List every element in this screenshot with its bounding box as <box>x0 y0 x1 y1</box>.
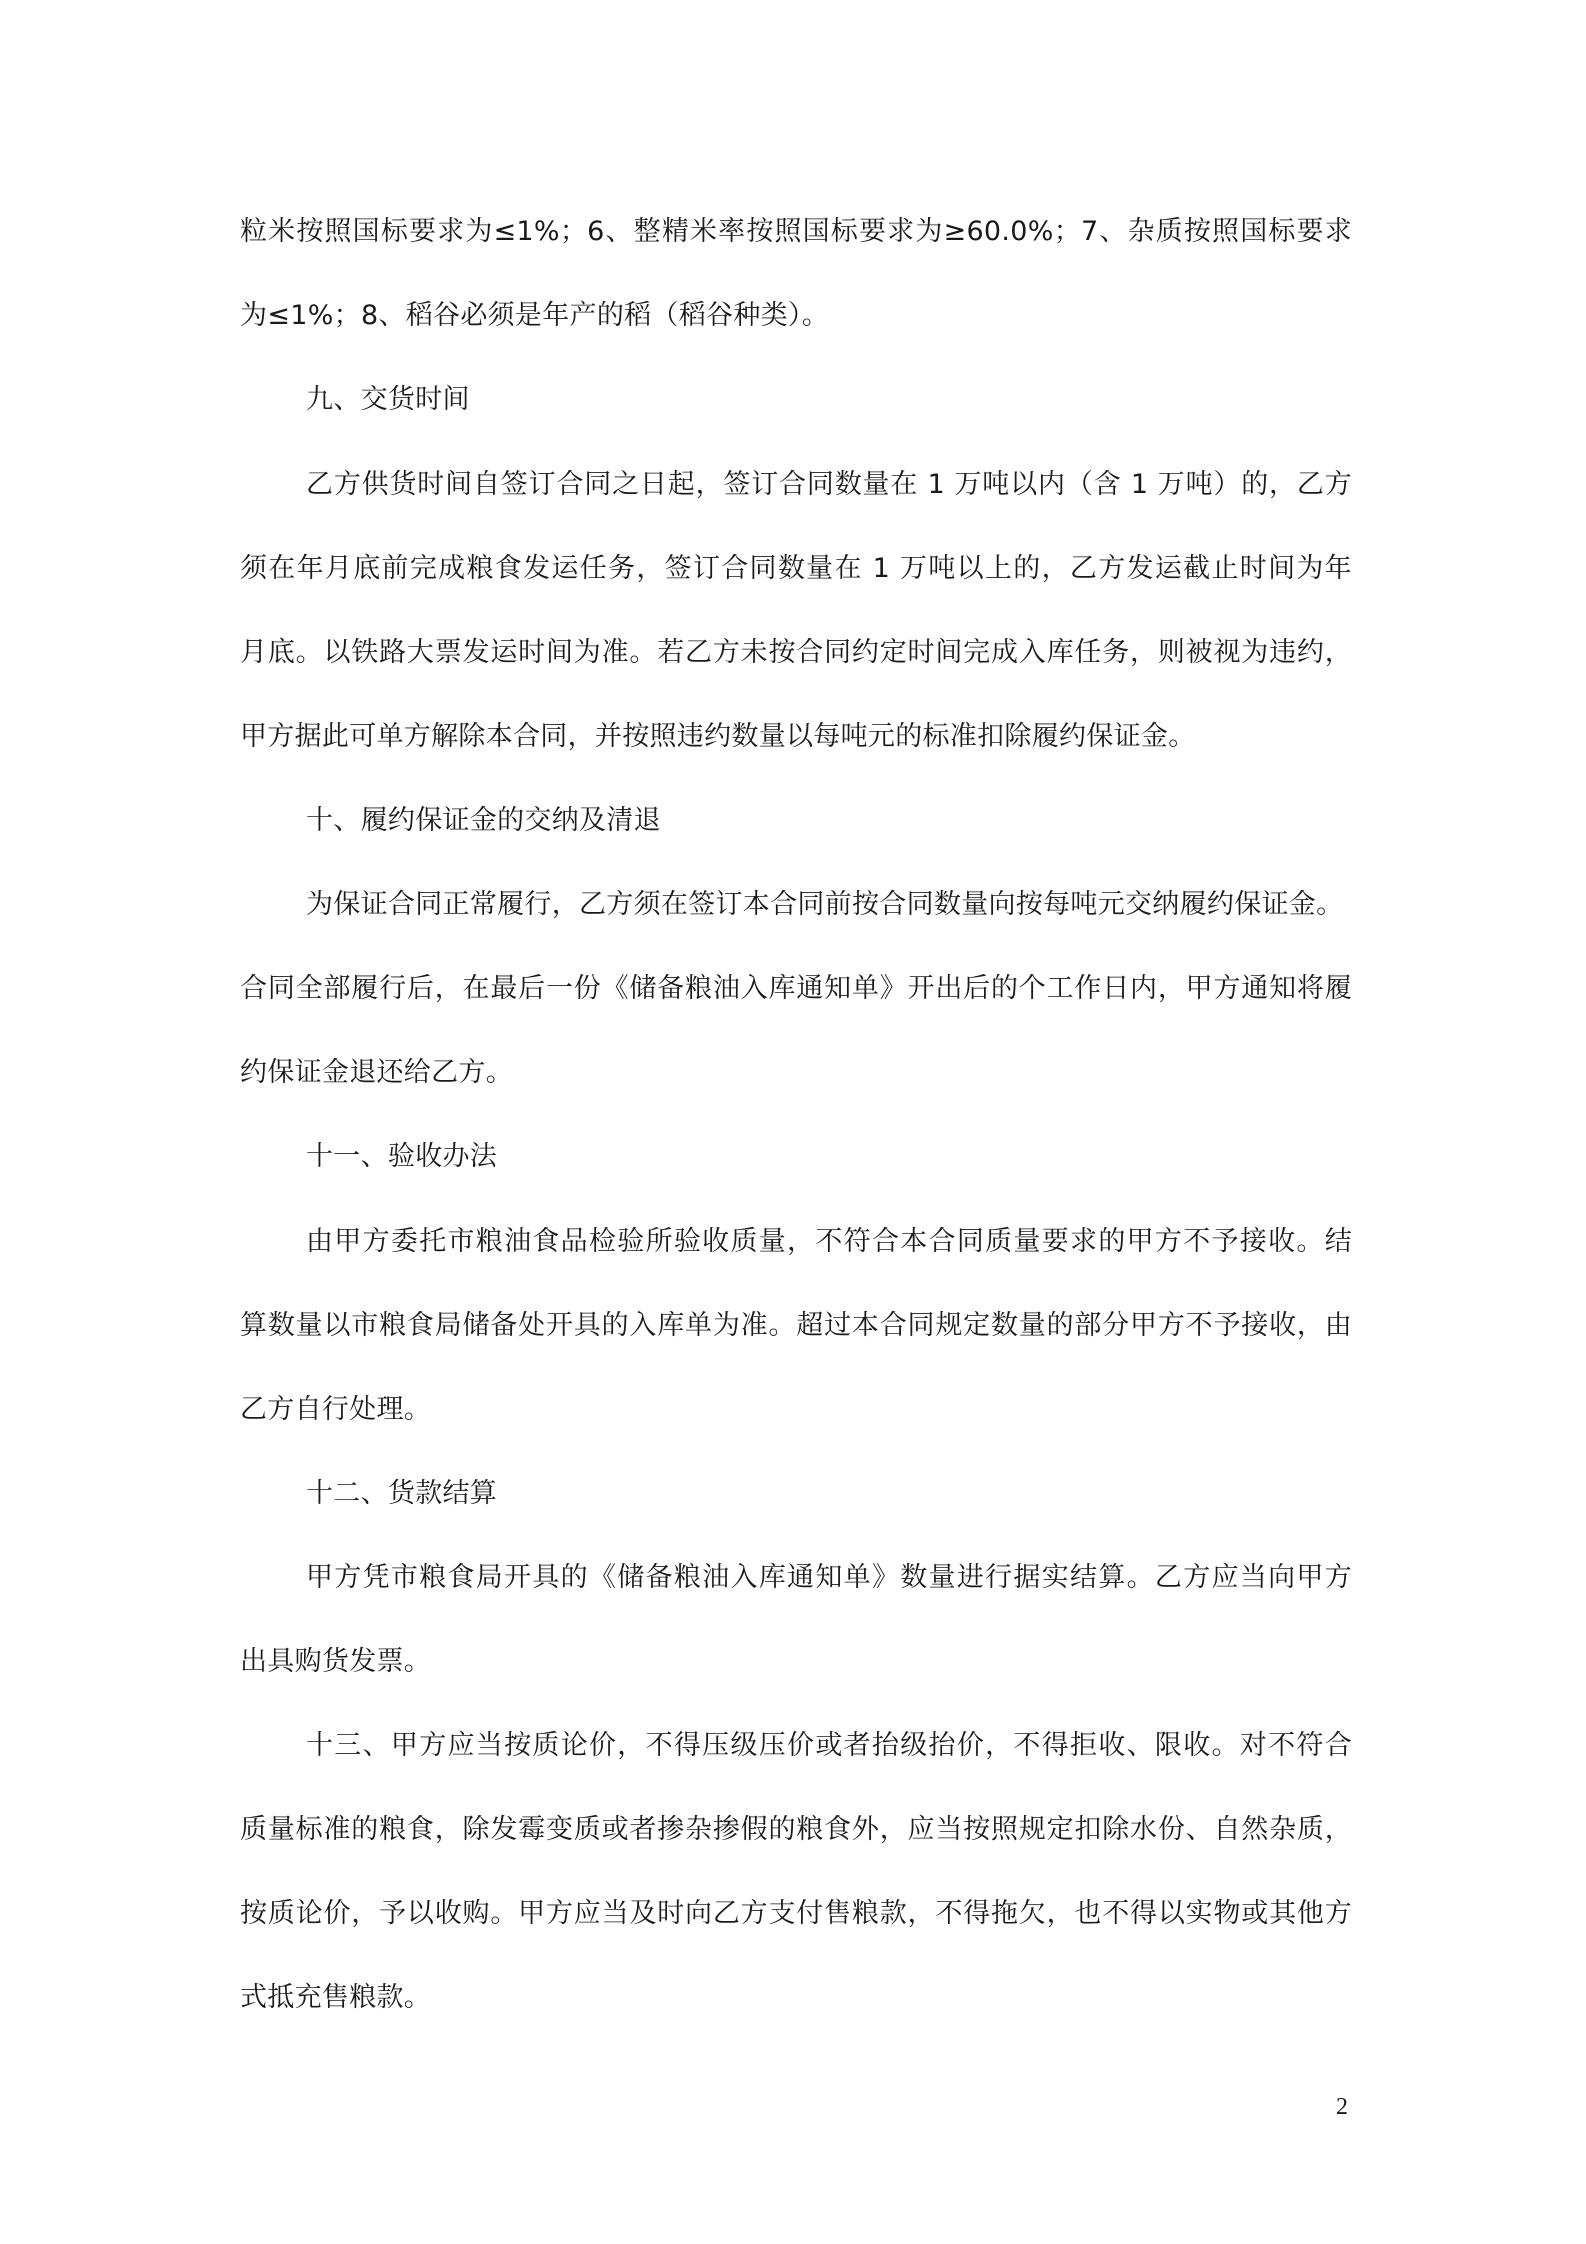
paragraph-line: 合同全部履行后，在最后一份《储备粮油入库通知单》开出后的个工作日内，甲方通知将履 <box>240 973 1352 1004</box>
section-heading-10: 十、履约保证金的交纳及清退 <box>306 805 661 836</box>
section-heading-13: 十三、甲方应当按质论价，不得压级压价或者抬级抬价，不得拒收、限收。对不符合 <box>306 1730 1352 1761</box>
paragraph-line: 由甲方委托市粮油食品检验所验收质量，不符合本合同质量要求的甲方不予接收。结 <box>306 1226 1352 1257</box>
paragraph-line: 粒米按照国标要求为≤1%；6、整精米率按照国标要求为≥60.0%；7、杂质按照国标要求 <box>240 216 1352 247</box>
paragraph-line: 月底。以铁路大票发运时间为准。若乙方未按合同约定时间完成入库任务，则被视为违约， <box>240 637 1352 668</box>
paragraph-line: 为保证合同正常履行，乙方须在签订本合同前按合同数量向按每吨元交纳履约保证金。 <box>306 889 1344 920</box>
paragraph-line: 出具购货发票。 <box>240 1646 432 1677</box>
paragraph-line: 按质论价，予以收购。甲方应当及时向乙方支付售粮款，不得拖欠，也不得以实物或其他方 <box>240 1898 1352 1929</box>
paragraph-line: 约保证金退还给乙方。 <box>240 1057 513 1088</box>
section-heading-12: 十二、货款结算 <box>306 1478 498 1509</box>
paragraph-line: 质量标准的粮食，除发霉变质或者掺杂掺假的粮食外，应当按照规定扣除水份、自然杂质， <box>240 1814 1352 1845</box>
paragraph-line: 为≤1%；8、稻谷必须是年产的稻（稻谷种类）。 <box>240 300 830 331</box>
section-heading-9: 九、交货时间 <box>306 384 470 415</box>
paragraph-line: 式抵充售粮款。 <box>240 1982 432 2013</box>
page-number: 2 <box>1336 2094 1348 2120</box>
section-heading-11: 十一、验收办法 <box>306 1141 498 1172</box>
paragraph-line: 须在年月底前完成粮食发运任务，签订合同数量在 1 万吨以上的，乙方发运截止时间为年 <box>240 553 1352 584</box>
paragraph-line: 乙方自行处理。 <box>240 1394 432 1425</box>
paragraph-line: 甲方据此可单方解除本合同，并按照违约数量以每吨元的标准扣除履约保证金。 <box>240 721 1196 752</box>
paragraph-line: 甲方凭市粮食局开具的《储备粮油入库通知单》数量进行据实结算。乙方应当向甲方 <box>306 1562 1352 1593</box>
paragraph-line: 乙方供货时间自签订合同之日起，签订合同数量在 1 万吨以内（含 1 万吨）的，乙方 <box>306 469 1352 500</box>
paragraph-line: 算数量以市粮食局储备处开具的入库单为准。超过本合同规定数量的部分甲方不予接收，由 <box>240 1310 1352 1341</box>
